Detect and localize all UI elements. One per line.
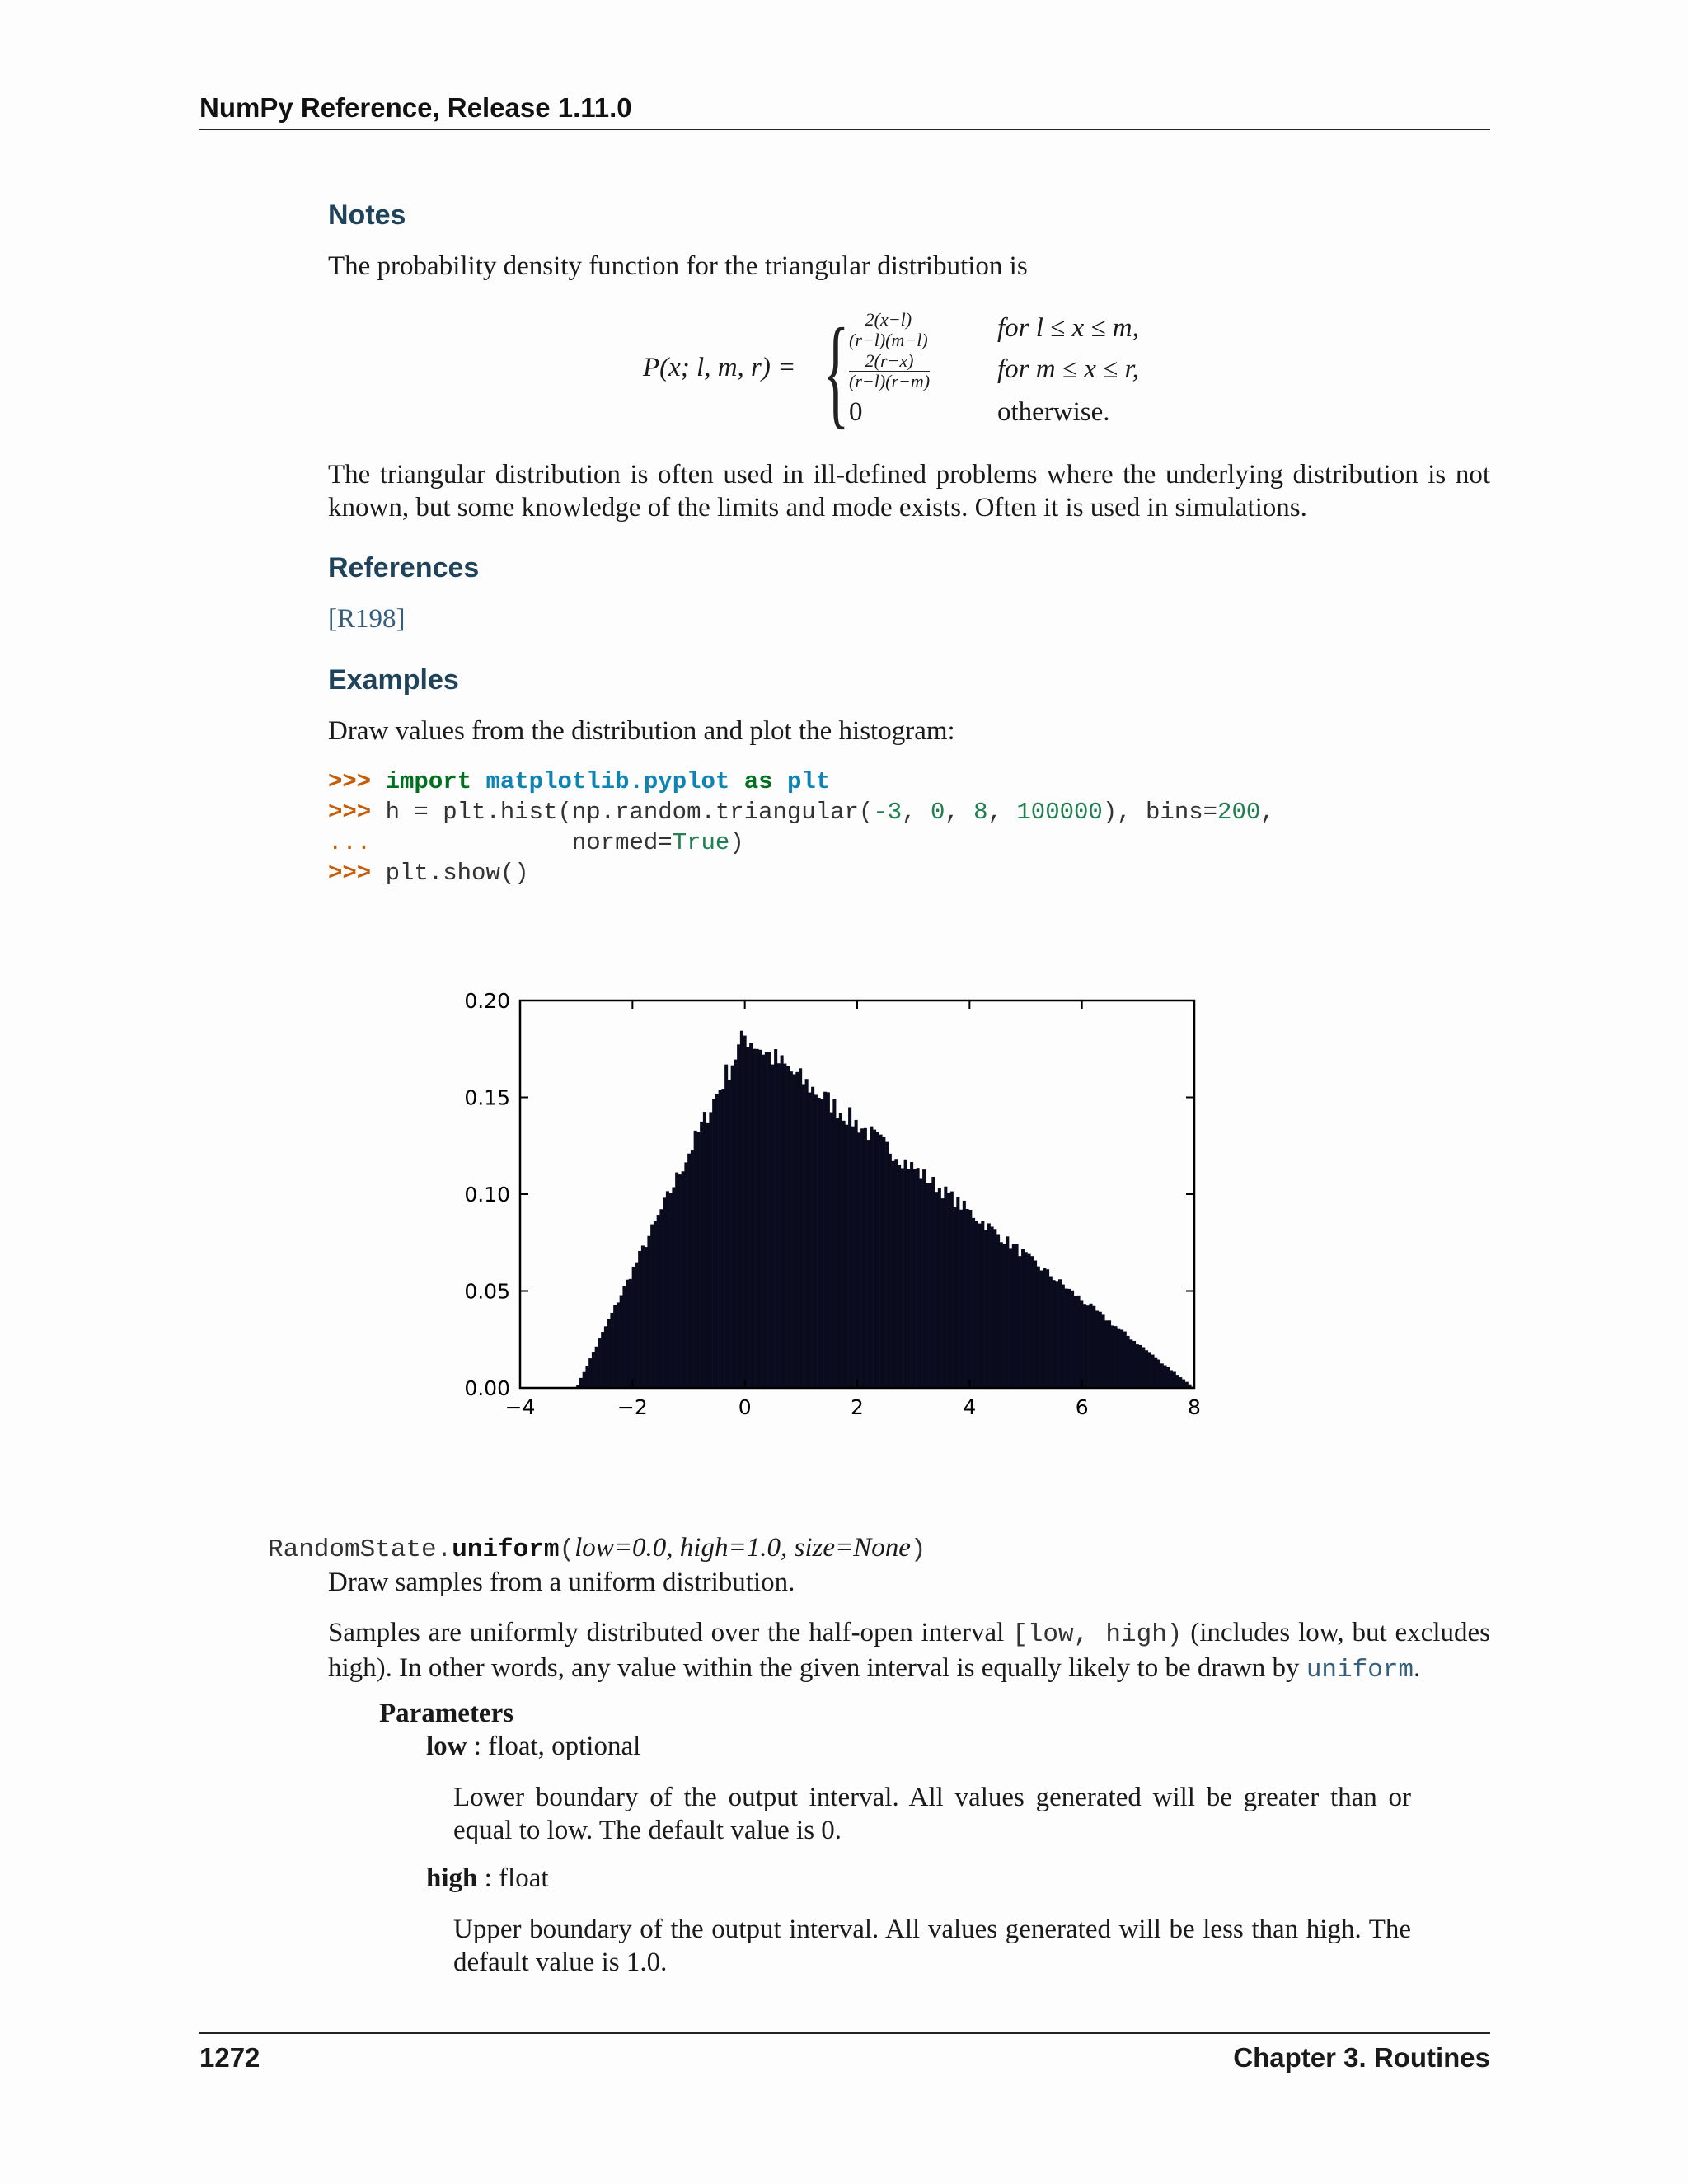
y-tick-label: 0.00 <box>464 1376 510 1400</box>
histogram-bar <box>657 1215 660 1388</box>
histogram-bar <box>641 1245 645 1388</box>
histogram-bar <box>802 1084 805 1388</box>
uniform-signature: RandomState.uniform(low=0.0, high=1.0, size=None) <box>268 1533 926 1564</box>
histogram-bar <box>613 1305 617 1388</box>
histogram-bar <box>786 1066 790 1388</box>
histogram-bar <box>700 1122 703 1388</box>
histogram-bar <box>675 1173 678 1388</box>
histogram-bar <box>1074 1296 1077 1388</box>
histogram-bar <box>1104 1320 1108 1388</box>
histogram-bar <box>1053 1280 1056 1388</box>
y-tick-label: 0.20 <box>464 989 510 1013</box>
histogram-bar <box>1148 1352 1151 1388</box>
histogram-bar <box>1160 1363 1164 1388</box>
histogram-bar <box>1000 1242 1003 1388</box>
histogram-bar <box>931 1177 935 1388</box>
histogram-bar <box>635 1263 638 1388</box>
histogram-bar <box>892 1161 895 1388</box>
histogram-bar <box>638 1251 641 1388</box>
histogram-bar <box>721 1089 724 1388</box>
histogram-bar <box>1034 1261 1037 1388</box>
histogram-bar <box>993 1229 996 1388</box>
function-name: uniform <box>452 1535 560 1564</box>
equation-case-2: $\frac{2(r-x)}{(r-l)(r-m)}$ <box>849 350 931 391</box>
uniform-link[interactable]: uniform <box>1306 1656 1414 1685</box>
histogram-bar <box>1182 1380 1185 1388</box>
histogram-bar <box>830 1113 833 1388</box>
histogram-bar <box>617 1302 620 1388</box>
histogram-bar <box>629 1279 632 1388</box>
histogram-bar <box>1012 1244 1015 1388</box>
histogram-bar <box>954 1207 957 1388</box>
histogram-bar <box>588 1358 592 1388</box>
histogram-bar <box>669 1193 673 1388</box>
param-name: low <box>426 1732 467 1761</box>
histogram-bar <box>1176 1375 1179 1388</box>
histogram-bar <box>1021 1249 1025 1388</box>
histogram-bar <box>645 1247 648 1388</box>
y-tick-label: 0.15 <box>464 1085 510 1110</box>
param-name: high <box>426 1863 478 1893</box>
histogram-bar <box>691 1150 694 1388</box>
histogram-bar <box>876 1132 879 1388</box>
histogram-bar <box>870 1127 873 1388</box>
histogram-bar <box>749 1043 753 1388</box>
histogram-bar <box>777 1063 781 1388</box>
histogram-bar <box>1170 1370 1173 1388</box>
histogram-bar <box>712 1099 715 1388</box>
histogram-bar <box>663 1197 666 1388</box>
histogram-bar <box>1102 1314 1105 1388</box>
histogram-bar <box>991 1227 994 1388</box>
equation-cond-3: otherwise. <box>997 397 1110 427</box>
uniform-summary: Draw samples from a uniform distribution. <box>328 1568 795 1597</box>
histogram-bar <box>981 1221 984 1388</box>
histogram-bar <box>687 1154 691 1388</box>
histogram-bar <box>795 1072 799 1388</box>
histogram-bar <box>860 1128 864 1388</box>
function-args: low=0.0, high=1.0, size=None <box>574 1533 911 1563</box>
histogram-bar <box>898 1165 901 1388</box>
histogram-bar <box>1129 1339 1132 1388</box>
histogram-bar <box>913 1169 917 1388</box>
histogram-bar <box>996 1234 1000 1388</box>
histogram-bar <box>1006 1236 1009 1388</box>
histogram-bar <box>666 1191 669 1388</box>
histogram-bar <box>626 1280 629 1388</box>
histogram-bar <box>975 1221 978 1388</box>
examples-heading: Examples <box>328 664 459 696</box>
histogram-bar <box>758 1050 762 1388</box>
histogram-bar <box>684 1162 687 1388</box>
histogram-bar <box>1018 1256 1021 1388</box>
histogram-bar <box>845 1125 848 1388</box>
histogram-bar <box>585 1366 588 1388</box>
histogram-bar <box>857 1132 860 1388</box>
histogram-bar <box>793 1074 796 1388</box>
histogram-bar <box>978 1224 982 1388</box>
histogram-bar <box>972 1218 975 1388</box>
parameters-heading: Parameters <box>379 1699 514 1728</box>
histogram-bar <box>598 1338 601 1388</box>
histogram-bar <box>1028 1254 1031 1388</box>
histogram-bar <box>595 1347 598 1388</box>
histogram-bar <box>984 1230 987 1388</box>
footer-rule <box>199 2032 1490 2034</box>
histogram-bar <box>1099 1312 1102 1388</box>
histogram-bar <box>762 1055 765 1388</box>
histogram-bar <box>1166 1367 1170 1388</box>
x-tick-label: 8 <box>1188 1395 1201 1419</box>
histogram-bar <box>799 1068 802 1388</box>
x-tick-label: 6 <box>1075 1395 1089 1419</box>
histogram-bar <box>724 1065 728 1388</box>
histogram-bar <box>1108 1320 1111 1388</box>
histogram-bar <box>894 1159 898 1388</box>
equation-cond-2: for m ≤ x ≤ r, <box>997 354 1139 384</box>
histogram-bar <box>579 1378 583 1388</box>
reference-link-r198[interactable]: [R198] <box>328 604 406 634</box>
histogram-bar <box>1077 1296 1081 1388</box>
x-tick-label: −4 <box>504 1395 536 1419</box>
uniform-description: Samples are uniformly distributed over the half-open interval [low, high) (includes low, but excludes high). In other words, any value within the given interval is equally likely to be drawn by uniform. <box>328 1618 1490 1685</box>
histogram-bar <box>1127 1336 1130 1388</box>
equation-case-1: $\frac{2(x-l)}{(r-l)(m-l)}$ <box>849 309 928 350</box>
histogram-bar <box>938 1188 941 1388</box>
histogram-bar <box>583 1372 586 1388</box>
histogram-bar <box>1114 1326 1118 1388</box>
histogram-bar <box>1015 1244 1019 1388</box>
histogram-bar <box>743 1036 747 1388</box>
histogram-bar <box>851 1127 855 1388</box>
histogram-bar <box>1055 1281 1058 1388</box>
histogram-bar <box>1092 1306 1095 1388</box>
histogram-bar <box>1139 1345 1142 1388</box>
histogram-bar <box>1067 1289 1071 1388</box>
equation-brace: { <box>823 303 850 440</box>
histogram-bar <box>1179 1377 1182 1388</box>
histogram-bar <box>753 1049 756 1388</box>
histogram-bar <box>715 1094 719 1388</box>
histogram-bar <box>907 1169 910 1388</box>
histogram-bar <box>1157 1360 1160 1388</box>
histogram-bar <box>740 1031 743 1388</box>
equation-case-3: 0 <box>849 397 863 427</box>
equation-cond-1: for l ≤ x ≤ m, <box>997 313 1139 343</box>
histogram-bar <box>1058 1279 1062 1388</box>
histogram-bar <box>659 1209 663 1388</box>
histogram-bar <box>1083 1304 1086 1388</box>
histogram-bar <box>601 1332 604 1388</box>
histogram-bar <box>682 1171 685 1388</box>
histogram-bar <box>790 1071 793 1388</box>
histogram-bar <box>805 1079 809 1388</box>
histogram-bar <box>873 1130 876 1388</box>
histogram-bar <box>604 1326 607 1388</box>
histogram-bar <box>781 1055 784 1388</box>
examples-intro: Draw values from the distribution and plot the histogram: <box>328 716 955 746</box>
histogram-bar <box>950 1192 954 1388</box>
histogram-bar <box>919 1178 922 1388</box>
histogram-bar <box>1136 1344 1139 1388</box>
pdf-equation <box>643 303 1269 440</box>
page-number: 1272 <box>199 2042 260 2073</box>
histogram-bar <box>592 1352 595 1388</box>
code-block: >>> import matplotlib.pyplot as plt >>> h = plt.hist(np.random.triangular(-3, 0, 8, 100000), bins=200, ... normed=True) >>> plt.show() <box>328 768 1275 887</box>
histogram-bar <box>1043 1268 1046 1388</box>
histogram-bar <box>647 1236 650 1388</box>
notes-body: The triangular distribution is often used in ill-defined problems where the underlying distribution is not known, but some knowledge of the limits and mode exists. Often it is used in simulations. <box>328 460 1490 523</box>
histogram-bar <box>1142 1347 1145 1388</box>
histogram-bar <box>904 1160 907 1388</box>
histogram-bar <box>1040 1271 1043 1388</box>
histogram-bar <box>610 1313 613 1388</box>
chapter-label: Chapter 3. Routines <box>1233 2042 1490 2073</box>
histogram-bar <box>654 1221 657 1388</box>
histogram-bar <box>706 1123 710 1388</box>
histogram-bar <box>1090 1304 1093 1388</box>
histogram-bar <box>709 1112 712 1388</box>
histogram-bar <box>694 1131 697 1388</box>
histogram-chart <box>412 972 1228 1434</box>
param-high-desc: Upper boundary of the output interval. All values generated will be less than high. The default value is 1.0. <box>453 1915 1411 1977</box>
histogram-bar <box>968 1210 972 1388</box>
histogram-bar <box>719 1090 722 1388</box>
page-header-title: NumPy Reference, Release 1.11.0 <box>199 92 632 123</box>
header-rule <box>199 129 1490 130</box>
histogram-bar <box>1132 1341 1136 1388</box>
histogram-bar <box>855 1120 858 1388</box>
histogram-bar <box>823 1092 827 1388</box>
histogram-bar <box>1062 1285 1065 1388</box>
histogram-bar <box>889 1154 892 1388</box>
histogram-bar <box>811 1087 814 1388</box>
histogram-bar <box>1009 1248 1012 1388</box>
histogram-bar <box>987 1223 991 1388</box>
histogram-bar <box>827 1092 830 1388</box>
histogram-bar <box>808 1093 811 1388</box>
histogram-bar <box>1123 1332 1127 1388</box>
histogram-bar <box>947 1193 950 1388</box>
histogram-bar <box>929 1183 932 1388</box>
histogram-bar <box>756 1049 759 1388</box>
histogram-bar <box>650 1225 654 1388</box>
notes-heading: Notes <box>328 199 406 231</box>
histogram-bar <box>842 1121 846 1388</box>
histogram-bars <box>576 1031 1194 1388</box>
histogram-bar <box>926 1183 929 1388</box>
histogram-bar <box>917 1168 920 1388</box>
histogram-bar <box>910 1162 913 1388</box>
histogram-bar <box>731 1066 734 1388</box>
histogram-bar <box>774 1049 777 1388</box>
histogram-bar <box>1111 1325 1114 1388</box>
histogram-bar <box>1154 1358 1157 1388</box>
histogram-bar <box>678 1174 682 1388</box>
histogram-bar <box>620 1296 623 1388</box>
histogram-bar <box>848 1107 851 1388</box>
histogram-bar <box>882 1137 885 1388</box>
histogram-bar <box>672 1187 675 1388</box>
notes-intro: The probability density function for the triangular distribution is <box>328 251 1028 281</box>
y-tick-label: 0.10 <box>464 1183 510 1207</box>
histogram-bar <box>1164 1366 1167 1388</box>
histogram-bar <box>941 1198 945 1388</box>
histogram-bar <box>832 1099 836 1388</box>
equation-lhs: P(x; l, m, r) = <box>643 353 796 382</box>
histogram-bar <box>820 1099 823 1388</box>
histogram-bar <box>1030 1256 1034 1388</box>
histogram-bar <box>944 1187 947 1388</box>
histogram-bar <box>1086 1305 1090 1388</box>
histogram-bar <box>696 1132 700 1388</box>
histogram-bar <box>728 1080 731 1388</box>
histogram-bar <box>959 1210 963 1388</box>
histogram-bar <box>814 1094 818 1388</box>
y-tick-label: 0.05 <box>464 1279 510 1304</box>
histogram-bar <box>1151 1355 1155 1388</box>
histogram-bar <box>1037 1267 1040 1388</box>
histogram-bar <box>839 1113 842 1388</box>
histogram-bar <box>1145 1350 1148 1388</box>
histogram-bar <box>703 1112 706 1388</box>
histogram-bar <box>922 1169 926 1388</box>
histogram-bar <box>607 1319 611 1388</box>
histogram-bar <box>879 1135 883 1388</box>
x-tick-label: 2 <box>851 1395 864 1419</box>
histogram-bar <box>1095 1310 1099 1388</box>
histogram-bar <box>1117 1329 1120 1388</box>
histogram-bar <box>1065 1289 1068 1388</box>
histogram-bar <box>783 1064 786 1388</box>
x-tick-label: 0 <box>738 1395 752 1419</box>
histogram-bar <box>1003 1244 1006 1388</box>
param-low-desc: Lower boundary of the output interval. All values generated will be greater than or equal to low. The default value is 0. <box>453 1783 1411 1845</box>
histogram-bar <box>1080 1300 1083 1388</box>
param-low: low : float, optional <box>426 1732 641 1761</box>
histogram-bar <box>768 1052 771 1388</box>
references-heading: References <box>328 552 480 583</box>
histogram-bar <box>622 1286 626 1388</box>
histogram-bar <box>901 1168 904 1388</box>
histogram-bar <box>818 1098 821 1388</box>
histogram-bar <box>765 1052 768 1388</box>
histogram-bar <box>885 1142 889 1388</box>
histogram-bar <box>771 1065 774 1388</box>
histogram-bar <box>836 1118 839 1388</box>
histogram-bar <box>935 1192 938 1388</box>
histogram-bar <box>737 1044 740 1388</box>
histogram-bar <box>966 1209 969 1388</box>
histogram-bar <box>1120 1329 1123 1388</box>
histogram-bar <box>1046 1269 1049 1388</box>
histogram-bar <box>734 1060 737 1388</box>
param-high: high : float <box>426 1863 549 1893</box>
x-tick-label: −2 <box>617 1395 648 1419</box>
histogram-bar <box>1049 1277 1053 1388</box>
histogram-bar <box>864 1128 867 1388</box>
histogram-bar <box>632 1267 635 1388</box>
histogram-bar <box>963 1201 966 1388</box>
histogram-bar <box>867 1140 870 1388</box>
histogram-bar <box>1025 1252 1028 1388</box>
histogram-bar <box>1071 1291 1074 1388</box>
histogram-bar <box>746 1047 749 1388</box>
histogram-bar <box>956 1197 959 1388</box>
histogram-bar <box>1173 1372 1176 1388</box>
x-tick-label: 4 <box>963 1395 977 1419</box>
